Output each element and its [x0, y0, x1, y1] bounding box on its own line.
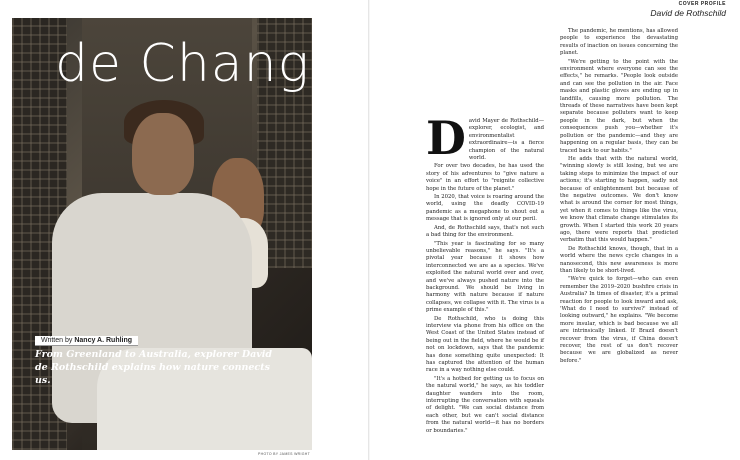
- man-face: [132, 113, 194, 195]
- drop-cap: D: [426, 111, 466, 165]
- article-headline: de Change: [55, 34, 343, 94]
- paragraph: De Rothschild, who is doing this interview via phone from his office on the West Coast of the United States instead of being out in the field, where he would be if not on lockdown, says that the pandemic has done something quite unexpected: It has captured the attention of the human race in a way nothing else could.: [426, 315, 544, 374]
- paragraph: The pandemic, he mentions, has allowed people to experience the devastating results of inaction on issues concerning the planet.: [560, 28, 678, 57]
- paragraph: And, de Rothschild says, that's not such a bad thing for the environment.: [426, 224, 544, 239]
- paragraph: "This year is fascinating for so many unbelievable reasons," he says. "It's a pivotal year because it shows how interconnected we are as a species. We've exploited the natural world over and over, and we've always pushed nature into the background. We should be living in harmony with nature because if nature collapses, we collapse with it. The virus is a prime example of this.": [426, 240, 544, 314]
- article-column-2: [560, 28, 678, 366]
- photo-credit: PHOTO BY JAMES WRIGHT: [258, 452, 311, 456]
- paragraph: "We're quick to forget—who can even remember the 2019–2020 bushfire crisis in Australia? In times of disaster, it's a primal reaction for people to look inward and ask, 'What do I need to survive?' instead of looking outward," he explains. "We become more insular, which is bad because we all are intrinsically linked. If Brazil doesn't recover from the virus, if China doesn't recover, the rest of us don't recover because we are globalized as never before.": [560, 276, 678, 364]
- byline-prefix: Written by: [41, 337, 73, 344]
- paragraph: "We're getting to the point with the environment where everyone can see the effects," he remarks. "People look outside and can see the pollution in the air. Face masks and plastic gloves are ending up in landfills, causing more pollution. The threads of these narratives have been kept separate because polluters want to keep people in the dark, but when the consequences push you—whether it's pollution or the pandemic—and they are happening on a regular basis, they can be traced back to our habits.": [560, 58, 678, 154]
- paragraph: avid Mayer de Rothschild—explorer, ecologist, and environmentalist extraordinaire—is a fierce champion of the natural world.: [468, 118, 544, 162]
- paragraph: For over two decades, he has used the story of his adventures to "give nature a voice" in an effort to "reignite collective hope in the future of the planet.": [426, 163, 544, 192]
- section-name: David de Rothschild: [650, 8, 726, 18]
- paragraph: He adds that with the natural world, "winning slowly is still losing, but we are taking steps to minimize the impact of our actions; it's starting to happen, sadly not because of enlightenment but because of the negative outcomes. We don't know what is around the corner for most things, yet when it comes to things like the virus, we know that climate change stimulates its growth. When I started this work 20 years ago, there were reports that predicted verbatim that this would happen.": [560, 155, 678, 244]
- section-header: [650, 0, 726, 18]
- article-deck: From Greenland to Australia, explorer David de Rothschild explains how nature connects us.: [35, 349, 273, 386]
- paragraph: In 2020, that voice is roaring around the world, using the deadly COVID-19 pandemic as a megaphone to shout out a message that is ignored only at our peril.: [426, 194, 544, 223]
- article-column-1: [426, 111, 544, 436]
- byline: [35, 336, 138, 346]
- paragraph: De Rothschild knows, though, that in a world where the news cycle changes in a nanosecond, this new awareness is more than likely to be short-lived.: [560, 245, 678, 274]
- section-kicker: COVER PROFILE: [678, 1, 726, 7]
- paragraph: "It's a hotbed for getting us to focus on the natural world," he says, as his toddler daughter wanders into the room, interrupting the conversation with squeals of delight. "We can social distance from each other, but we can't social distance from the natural world—it has no borders or boundaries.": [426, 375, 544, 434]
- byline-author: Nancy A. Ruhling: [74, 337, 133, 344]
